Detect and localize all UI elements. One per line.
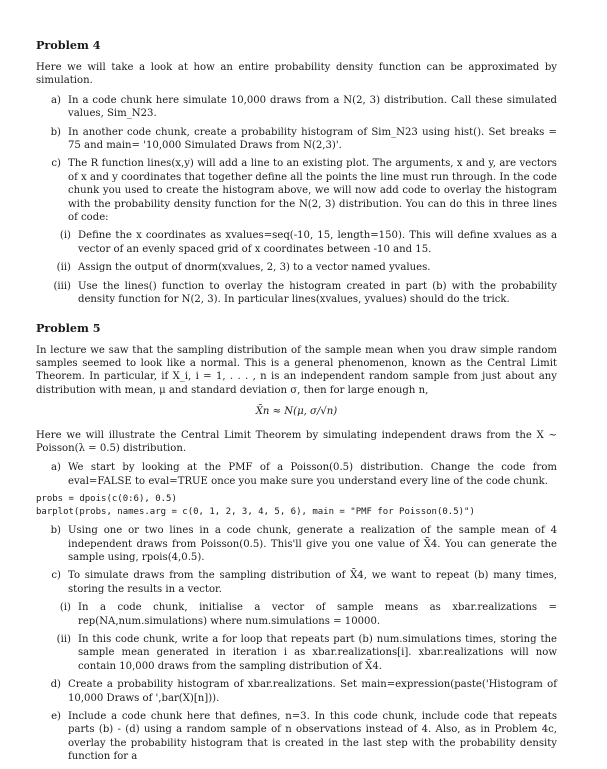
item-label: e) <box>51 711 61 723</box>
item-label: c) <box>51 570 61 582</box>
problem5-item-c <box>36 569 557 596</box>
problem4-item-c <box>36 157 557 224</box>
problem4-subitem-i <box>36 229 557 256</box>
item-text: In a code chunk here simulate 10,000 draws from a N(2, 3) distribution. Call these simulated values, Sim_N23. <box>68 94 557 120</box>
problem4-item-a <box>36 94 557 121</box>
subitem-text: In this code chunk, write a for loop that repeats part (b) num.simulations times, storing the sample mean generated in iteration i as xbar.realizations[i]. xbar.realizations will now contain 10,000 draws from the sampling distribution of X̄4. <box>78 634 557 672</box>
item-text: The R function lines(x,y) will add a line to an existing plot. The arguments, x and y, are vectors of x and y coordinates that together define all the points the line must run through. In the code chunk you used to create the histogram above, we will now add code to overlay the histogram with the probability density function for the N(2, 3) distribution. You can do this in three lines of code: <box>68 158 557 224</box>
clt-equation: X̄n ≈ N(μ, σ/√n) <box>255 406 338 418</box>
problem4-subitem-ii <box>36 261 557 274</box>
code-line-1: probs = dpois(c(0:6), 0.5) <box>36 494 177 505</box>
problem4-title: Problem 4 <box>36 38 101 52</box>
item-text: To simulate draws from the sampling distribution of X̄4, we want to repeat (b) many times, storing the results in a vector. <box>68 570 557 595</box>
problem5-intro: In lecture we saw that the sampling distribution of the sample mean when you draw simple random samples seemed to look like a normal. This is a general phenomenon, known as the Central Limit Theorem. In particular, if X_i, i = 1, . . . , n is an independent random sample from just about any distribution with mean, μ and standard deviation σ, then for large enough n, <box>36 344 557 396</box>
problem5-item-b <box>36 524 557 564</box>
subitem-text: In a code chunk, initialise a vector of sample means as xbar.realizations = rep(NA,num.simulations) where num.simulations = 10000. <box>78 602 557 627</box>
problem5-item-d <box>36 678 557 705</box>
problem4-subitem-iii <box>36 280 557 307</box>
item-text: In another code chunk, create a probability histogram of Sim_N23 using hist(). Set breaks = 75 and main= '10,000 Simulated Draws from N(2,3)'. <box>68 126 557 152</box>
subitem-label: (ii) <box>56 634 71 645</box>
item-label: d) <box>50 679 61 691</box>
item-label: b) <box>50 126 61 138</box>
subitem-text: Use the lines() function to overlay the histogram created in part (b) with the probability density function for N(2, 3). In particular lines(xvalues, yvalues) should do the trick. <box>78 280 557 306</box>
subitem-label: (i) <box>59 602 71 614</box>
subitem-text: Define the x coordinates as xvalues=seq(-10, 15, length=150). This will define xvalues as a vector of an evenly spaced grid of x coordinates between -10 and 15. <box>78 230 557 255</box>
problem5-title: Problem 5 <box>36 320 101 335</box>
problem5-subitem-ii <box>36 633 557 673</box>
problem4-intro: Here we will take a look at how an entire probability density function can be approximated by simulation. <box>36 62 557 87</box>
item-text: Include a code chunk here that defines, n=3. In this code chunk, include code that repeats parts (b) - (d) using a random sample of n observations instead of 4. Also, as in Problem 4c, overlay the probability histogram that is created in the last step with the probability density function for a <box>68 711 557 763</box>
item-text: We start by looking at the PMF of a Poisson(0.5) distribution. Change the code from eval=FALSE to eval=TRUE once you make sure you understand every line of the code chunk. <box>68 462 557 487</box>
subitem-label: (ii) <box>56 262 71 274</box>
item-label: b) <box>50 525 61 537</box>
subitem-label: (i) <box>59 230 71 242</box>
code-block <box>36 493 557 518</box>
problem5-para2: Here we will illustrate the Central Limit Theorem by simulating independent draws from the X ∼ Poisson(λ = 0.5) distribution. <box>36 429 557 454</box>
item-label: c) <box>51 158 61 170</box>
problem5-item-a <box>36 461 557 488</box>
subitem-label: (iii) <box>53 280 71 292</box>
item-text: Create a probability histogram of xbar.realizations. Set main=expression(paste('Histogram of 10,000 Draws of ',bar(X)[n])). <box>68 679 557 704</box>
problem5-subitem-i <box>36 601 557 628</box>
item-label: a) <box>51 94 61 106</box>
item-text: Using one or two lines in a code chunk, generate a realization of the sample mean of 4 independent draws from Poisson(0.5). This'll give you one value of X̄4. You can generate the sample using, rpois(4,0.5). <box>68 525 557 563</box>
document-page <box>36 38 557 769</box>
problem5-item-e <box>36 710 557 764</box>
item-label: a) <box>51 462 61 474</box>
code-line-2: barplot(probs, names.arg = c(0, 1, 2, 3, 4, 5, 6), main = "PMF for Poisson(0.5)") <box>36 506 475 517</box>
subitem-text: Assign the output of dnorm(xvalues, 2, 3) to a vector named yvalues. <box>78 262 431 274</box>
problem4-item-b <box>36 126 557 153</box>
